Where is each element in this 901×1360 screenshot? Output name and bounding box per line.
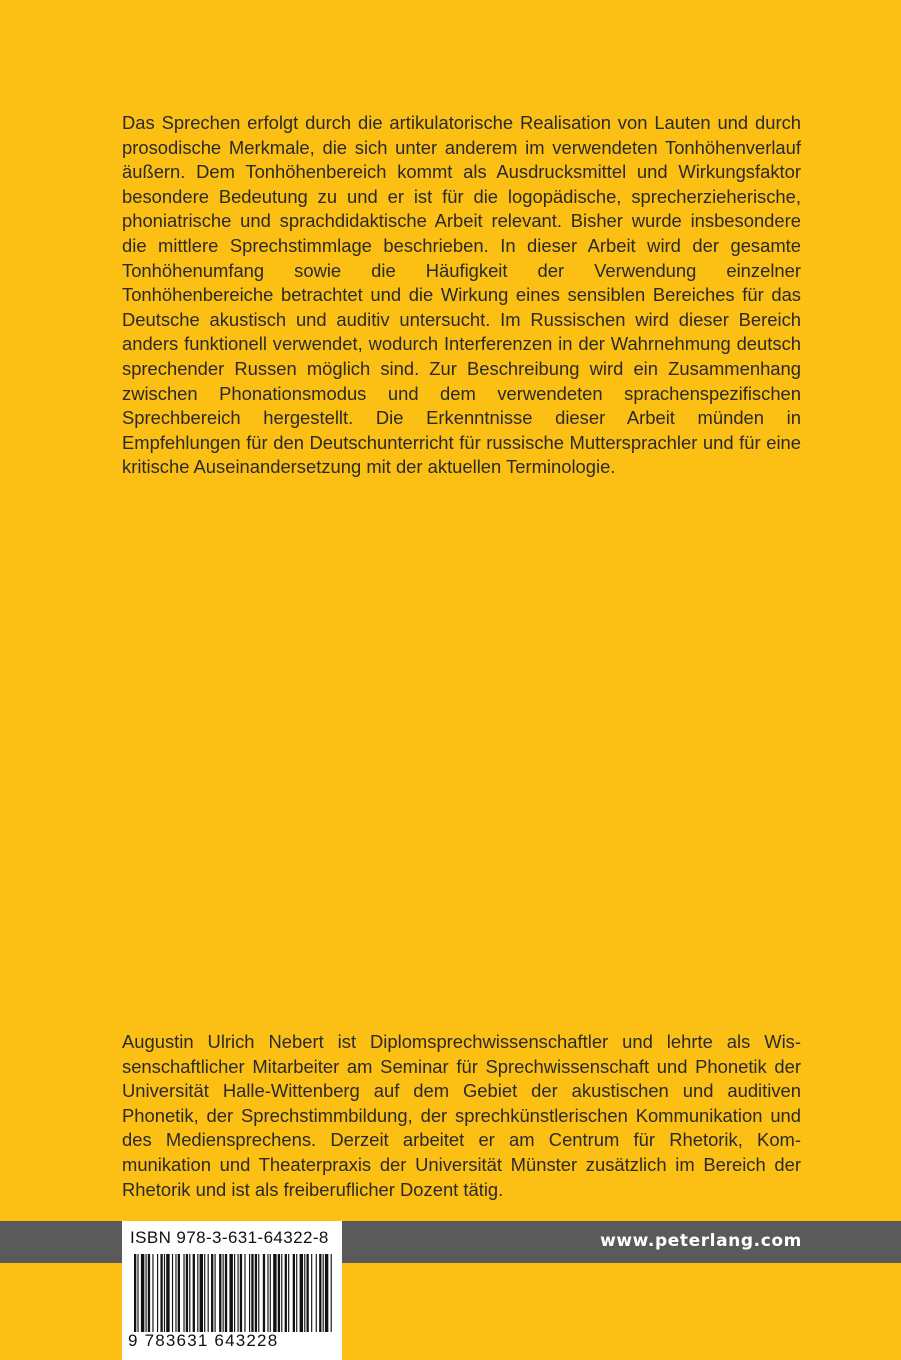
- barcode-stripe: [146, 1254, 147, 1332]
- isbn-number: ISBN 978-3-631-64322-8: [130, 1228, 329, 1247]
- barcode-stripe: [273, 1254, 276, 1332]
- barcode-stripe: [160, 1254, 162, 1332]
- barcode-stripe: [307, 1254, 309, 1332]
- barcode-stripe: [183, 1254, 184, 1332]
- barcode-stripe: [157, 1254, 158, 1332]
- barcode-stripe: [229, 1254, 232, 1332]
- barcode-stripe: [152, 1254, 153, 1332]
- barcode-stripe: [193, 1254, 195, 1332]
- barcode-stripe: [137, 1254, 138, 1332]
- barcode-stripe: [304, 1254, 305, 1332]
- barcode-stripe: [263, 1254, 265, 1332]
- publisher-website[interactable]: www.peterlang.com: [600, 1231, 802, 1251]
- barcode-stripe: [258, 1254, 259, 1332]
- barcode-stripe: [219, 1254, 221, 1332]
- barcode-stripe: [186, 1254, 188, 1332]
- barcode-stripe: [208, 1254, 209, 1332]
- barcode-stripe: [249, 1254, 250, 1332]
- barcode-stripe: [293, 1254, 295, 1332]
- barcode-stripe: [197, 1254, 198, 1332]
- barcode-stripe: [189, 1254, 190, 1332]
- barcode-stripe: [251, 1254, 253, 1332]
- barcode-stripe: [215, 1254, 216, 1332]
- barcode-stripe: [281, 1254, 282, 1332]
- barcode-panel: [122, 1221, 342, 1360]
- barcode-stripe: [278, 1254, 280, 1332]
- barcode-stripe: [178, 1254, 180, 1332]
- back-cover-blurb: Das Sprechen erfolgt durch die artikulatorische Realisation von Lauten und durch prosodische Merkmale, die sich unter anderem im verwendeten Tonhöhenverlauf äußern. Dem Tonhöhenbereich kommt als Ausdrucksmittel und Wirkungsfaktor besondere Bedeutung zu und er ist für die logopädische, sprecherzieherische, phoniatrische und sprachdidaktische Arbeit relevant. Bisher wurde insbesondere die mittlere Sprechstimmlage beschrieben. In dieser Arbeit wird der gesamte Tonhöhenumfang sowie die Häufigkeit der Verwendung einzelner Tonhöhenbereiche betrachtet und die Wirkung eines sensiblen Bereiches für das Deutsche akustisch und auditiv untersucht. Im Russischen wird dieser Bereich anders funktionell verwendet, wodurch Interferenzen in der Wahrnehmung deutsch sprechender Russen möglich sind. Zur Beschreibung wird ein Zusammenhang zwischen Phonationsmodus und dem verwendeten sprachenspezifischen Sprechbereich hergestellt. Die Erkenntnisse dieser Arbeit münden in Empfehlungen für den Deutschunterricht für russische Muttersprachler und für eine kritische Auseinandersetzung mit der aktuellen Terminologie.: [122, 112, 801, 478]
- barcode-stripe: [296, 1254, 297, 1332]
- barcode-stripe: [225, 1254, 227, 1332]
- barcode-digits: 9 783631 643228: [128, 1331, 279, 1350]
- barcode-stripe: [141, 1254, 144, 1332]
- barcode-stripe: [175, 1254, 176, 1332]
- barcode-stripe: [166, 1254, 169, 1332]
- barcode-stripe: [267, 1254, 268, 1332]
- barcode-stripe: [311, 1254, 312, 1332]
- barcode-stripe: [288, 1254, 289, 1332]
- barcode-stripe: [325, 1254, 328, 1332]
- barcode-stripe: [319, 1254, 321, 1332]
- barcode-stripe: [300, 1254, 303, 1332]
- barcode-stripe: [238, 1254, 239, 1332]
- barcode-stripe: [211, 1254, 213, 1332]
- barcode-icon: [122, 1254, 342, 1332]
- barcode-stripe: [270, 1254, 271, 1332]
- barcode-stripe: [164, 1254, 165, 1332]
- barcode-stripe: [134, 1254, 136, 1332]
- barcode-stripe: [223, 1254, 224, 1332]
- barcode-stripe: [172, 1254, 173, 1332]
- barcode-stripe: [234, 1254, 235, 1332]
- barcode-stripe: [316, 1254, 317, 1332]
- barcode-stripe: [204, 1254, 205, 1332]
- barcode-stripe: [255, 1254, 257, 1332]
- barcode-stripe: [200, 1254, 203, 1332]
- barcode-stripe: [323, 1254, 324, 1332]
- barcode-stripe: [331, 1254, 332, 1332]
- barcode-stripe: [240, 1254, 242, 1332]
- barcode-stripe: [285, 1254, 287, 1332]
- barcode-stripe: [148, 1254, 150, 1332]
- author-biography: Augustin Ulrich Nebert ist Diplomsprechwissenschaftler und lehrte als Wissenschaftlicher Mitarbeiter am Seminar für Sprechwissenschaft und Phonetik der Universität Halle-Wittenberg auf dem Gebiet der akustischen und auditiven Phonetik, der Sprechstimmbildung, der sprechkünstlerischen Kommunikation und des Mediensprechens. Derzeit arbeitet er am Centrum für Rhetorik, Kommunikation und Theaterpraxis der Universität Münster zusätzlich im Bereich der Rhetorik und ist als freiberuflicher Dozent tätig.: [122, 1031, 801, 1200]
- barcode-stripe: [244, 1254, 245, 1332]
